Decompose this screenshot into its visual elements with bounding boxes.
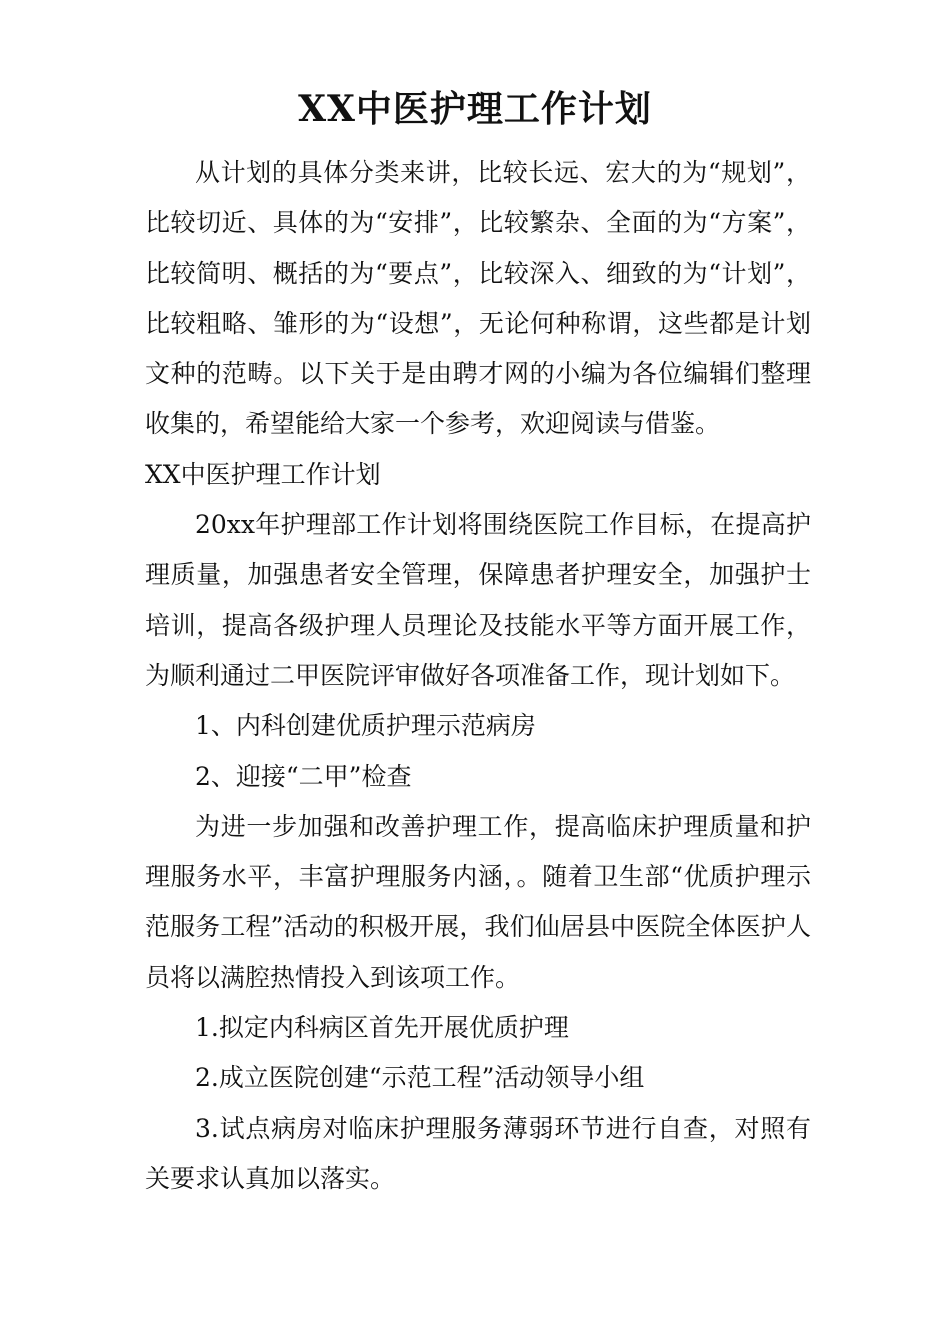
list-item: 1、内科创建优质护理示范病房 bbox=[195, 711, 536, 741]
plan-overview-paragraph: 20xx年护理部工作计划将围绕医院工作目标，在提高护理质量，加强患者安全管理，保障患者护理安全，加强护士培训，提高各级护理人员理论及技能水平等方面开展工作，为顺利通过二甲医院评审做好各项准备工作，现计划如下。 bbox=[145, 510, 811, 690]
list-item: 3.试点病房对临床护理服务薄弱环节进行自查，对照有关要求认真加以落实。 bbox=[145, 1113, 811, 1193]
document-body bbox=[145, 148, 811, 1204]
list-item: 2.成立医院创建“示范工程”活动领导小组 bbox=[195, 1063, 645, 1093]
list-item: 2、迎接“二甲”检查 bbox=[195, 761, 412, 791]
document-title: XX中医护理工作计划 bbox=[298, 88, 652, 130]
section-heading: XX中医护理工作计划 bbox=[145, 459, 381, 489]
body-paragraph: 为进一步加强和改善护理工作，提高临床护理质量和护理服务水平，丰富护理服务内涵，。随着卫生部“优质护理示范服务工程”活动的积极开展，我们仙居县中医院全体医护人员将以满腔热情投入到该项工作。 bbox=[145, 811, 811, 992]
intro-paragraph: 从计划的具体分类来讲，比较长远、宏大的为“规划”，比较切近、具体的为“安排”，比较繁杂、全面的为“方案”，比较简明、概括的为“要点”，比较深入、细致的为“计划”，比较粗略、雏形的为“设想”，无论何种称谓，这些都是计划文种的范畴。以下关于是由聘才网的小编为各位编辑们整理收集的，希望能给大家一个参考，欢迎阅读与借鉴。 bbox=[145, 158, 811, 439]
list-item: 1.拟定内科病区首先开展优质护理 bbox=[195, 1013, 569, 1043]
